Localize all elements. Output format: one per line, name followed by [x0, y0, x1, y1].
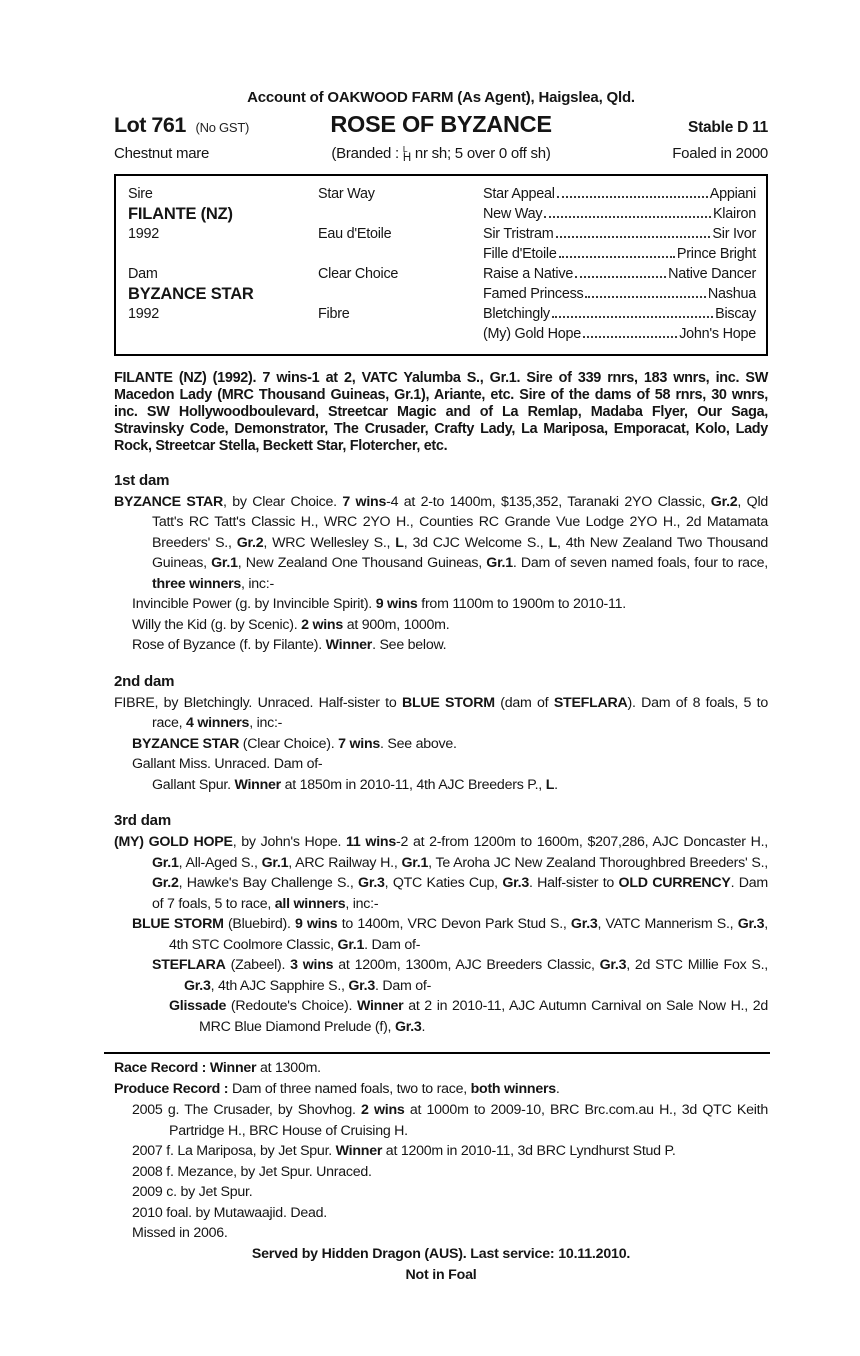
produce-entry	[114, 1182, 768, 1203]
bold-text: L	[548, 534, 557, 551]
dam-section-3	[114, 812, 768, 1037]
plain-text: , 4th New Zealand Two Thousand Guineas,	[152, 534, 768, 571]
pedigree-ancestor-row	[483, 304, 756, 324]
plain-text: . Dam of seven named foals, four to race,	[512, 555, 768, 571]
plain-text: Willy the Kid (g. by Scenic).	[132, 616, 302, 633]
brand-top-letter: L	[402, 144, 408, 154]
bold-text: Winner	[356, 998, 404, 1014]
pedigree-role-label: Sire	[128, 185, 153, 202]
bold-text: Gr.3	[599, 957, 627, 973]
bold-text: 4 winners	[185, 715, 250, 731]
produce-entries	[114, 1100, 768, 1244]
plain-text: , by John's Hope.	[232, 834, 347, 850]
plain-text: 2005 g. The Crusader, by Shovhog.	[132, 1102, 361, 1118]
foal-status: Not in Foal	[405, 1266, 477, 1283]
foaled-year: Foaled in 2000	[672, 145, 769, 162]
bold-text: Gr.3	[348, 977, 375, 994]
plain-text: Missed in 2006.	[132, 1225, 228, 1241]
plain-text: , VATC Mannerism S.,	[597, 916, 738, 932]
leader-dots	[544, 216, 711, 218]
plain-text: at 1850m in 2010-11, 4th AJC Breeders P.,	[280, 776, 546, 793]
produce-entry	[114, 1162, 768, 1183]
ancestor-sire-name: Native Dancer	[668, 265, 756, 282]
pedigree-paragraph	[114, 996, 768, 1037]
pedigree-parent-name: Eau d'Etoile	[318, 225, 392, 242]
ancestor-sire-name: Sir Ivor	[712, 225, 756, 242]
pedigree-paragraph	[114, 914, 768, 955]
plain-text: ). Dam of 8 foals, 5 to race,	[152, 694, 768, 731]
plain-text: , ARC Railway H.,	[288, 854, 402, 871]
bold-text: Produce Record :	[114, 1081, 232, 1097]
bold-text: Winner	[325, 637, 373, 653]
bold-text: BLUE STORM	[132, 916, 224, 932]
plain-text: -2 at 2-from 1200m to 1600m, $207,286, AJC Doncaster H.,	[395, 834, 769, 850]
bold-text: BLUE STORM	[401, 694, 495, 711]
bold-text: 7 wins	[342, 493, 387, 510]
plain-text: FIBRE, by Bletchingly. Unraced. Half-sister to	[114, 694, 402, 711]
bold-text: Winner	[335, 1143, 383, 1159]
gst-note: (No GST)	[195, 119, 250, 135]
pedigree-ancestors-column	[483, 264, 756, 344]
sire-name: FILANTE (NZ)	[128, 204, 233, 223]
plain-text: , inc:-	[249, 715, 283, 731]
plain-text: (Clear Choice).	[239, 735, 339, 752]
bold-text: 3 wins	[290, 957, 334, 973]
produce-entry	[114, 1100, 768, 1141]
plain-text: Gallant Miss. Unraced. Dam of-	[132, 756, 323, 772]
dam-sections	[114, 472, 768, 1038]
plain-text: Rose of Byzance (f. by Filante).	[132, 637, 326, 653]
plain-text: (Redoute's Choice).	[226, 998, 357, 1014]
ancestor-sire-name: Prince Bright	[676, 245, 756, 262]
plain-text: (dam of	[494, 694, 554, 711]
served-line: Served by Hidden Dragon (AUS). Last service: 10.11.2010.	[251, 1245, 631, 1262]
leader-dots	[585, 296, 705, 298]
pedigree-ancestor-row	[483, 264, 756, 284]
leader-dots	[583, 336, 677, 338]
pedigree-paragraph	[114, 492, 768, 595]
pedigree-ancestors-column	[483, 184, 756, 264]
race-record-line	[114, 1058, 768, 1079]
bold-text: 7 wins	[338, 735, 381, 752]
pedigree-role-label: Dam	[128, 265, 158, 282]
produce-entry	[114, 1141, 768, 1162]
plain-text: , Te Aroha JC New Zealand Thoroughbred Breeders' S.,	[428, 854, 768, 871]
dam-name: BYZANCE STAR	[128, 284, 254, 303]
produce-entry	[114, 1203, 768, 1224]
ancestor-name: Raise a Native	[483, 265, 574, 282]
bold-text: STEFLARA	[553, 694, 628, 711]
pedigree-ancestor-row	[483, 324, 756, 344]
plain-text: (Zabeel).	[225, 957, 291, 973]
bold-text: L	[545, 776, 555, 793]
plain-text: Dam of three named foals, two to race,	[231, 1081, 471, 1097]
bold-text: Gr.1	[261, 854, 289, 871]
plain-text: . See below.	[372, 637, 447, 653]
plain-text: .	[421, 1018, 426, 1035]
pedigree-parent-name: Star Way	[318, 185, 375, 202]
leader-dots	[556, 236, 711, 238]
bold-text: (MY) GOLD HOPE	[114, 834, 233, 850]
plain-text: , WRC Wellesley S.,	[263, 534, 396, 551]
produce-entry	[114, 1223, 768, 1244]
bold-text: L	[395, 534, 404, 551]
bold-text: Gr.2	[236, 534, 264, 551]
dam-section-2	[114, 673, 768, 796]
plain-text: 2010 foal. by Mutawaajid. Dead.	[132, 1204, 327, 1221]
ancestor-sire-name: Appiani	[709, 185, 756, 202]
plain-text: at 2 in 2010-11, AJC Autumn Carnival on Sale Now H., 2d MRC Blue Diamond Prelude (f),	[199, 998, 768, 1035]
ancestor-name: (My) Gold Hope	[483, 325, 582, 342]
pedigree-parent-name: Fibre	[318, 305, 350, 322]
plain-text: , inc:-	[241, 575, 274, 592]
brand-line	[331, 144, 550, 165]
bold-text: Gr.1	[401, 854, 429, 871]
pedigree-parent-name: Clear Choice	[318, 265, 399, 282]
plain-text: at 1200m, 1300m, AJC Breeders Classic,	[333, 957, 600, 973]
bold-text: BYZANCE STAR	[132, 735, 240, 752]
plain-text: . Dam of-	[364, 936, 421, 953]
bold-text: three winners	[152, 575, 241, 592]
plain-text: at 1300m.	[256, 1060, 321, 1076]
plain-text: , 2d STC Millie Fox S.,	[626, 957, 769, 973]
ancestor-sire-name: Biscay	[715, 305, 756, 322]
bold-text: Gr.2	[710, 493, 738, 510]
plain-text: at 900m, 1000m.	[343, 616, 450, 633]
plain-text: . Half-sister to	[528, 875, 619, 891]
pedigree-paragraph	[114, 594, 768, 615]
plain-text: (Bluebird).	[223, 916, 295, 932]
lot-title-row	[114, 110, 769, 139]
pedigree-identity-column	[128, 184, 318, 264]
bold-text: OLD CURRENCY	[618, 875, 731, 891]
pedigree-ancestor-row	[483, 224, 756, 244]
section-heading: 3rd dam	[114, 812, 171, 829]
foaling-year: 1992	[128, 225, 160, 242]
ancestor-sire-name: Klairon	[712, 205, 756, 222]
pedigree-paragraph	[114, 734, 768, 755]
plain-text: to 1400m, VRC Devon Park Stud S.,	[337, 916, 571, 932]
ancestor-name: Sir Tristram	[483, 225, 554, 242]
plain-text: . Dam of-	[375, 977, 432, 994]
sire-summary: FILANTE (NZ) (1992). 7 wins-1 at 2, VATC Yalumba S., Gr.1. Sire of 339 rnrs, 183 wnrs, inc. SW Macedon Lady (MRC Thousand Guineas, Gr.1), Ariante, etc. Sire of the dams of 58 rnrs, 30 wnrs, inc. SW Hollywoodboulevard, Streetcar Magic and of La Remlap, Madaba Flyer, Our Saga, Stravinsky Code, Demonstrator, The Crusader, Crafty Lady, La Mariposa, Emporacat, Kolo, Lady Rock, Streetcar Stella, Beckett Star, Flotercher, etc.	[114, 369, 768, 454]
bold-text: Gr.1	[337, 936, 365, 953]
bold-text: 9 wins	[375, 596, 418, 612]
section-heading: 2nd dam	[114, 672, 175, 690]
bold-text: Gr.3	[502, 875, 529, 891]
bold-text: Gr.3	[737, 916, 765, 932]
plain-text: 2009 c. by Jet Spur.	[132, 1184, 253, 1200]
plain-text: from 1100m to 1900m to 2010-11.	[417, 596, 626, 612]
pedigree-ancestor-row	[483, 184, 756, 204]
brand-bottom-letter: H	[402, 152, 411, 164]
ancestor-name: Famed Princess	[483, 285, 584, 302]
bold-text: 11 wins	[346, 834, 396, 850]
bold-text: 2 wins	[301, 616, 343, 633]
pedigree-paragraph	[114, 754, 768, 775]
plain-text: , 4th STC Coolmore Classic,	[169, 916, 768, 953]
bold-text: Winner	[234, 776, 281, 793]
foaling-year: 1992	[128, 305, 160, 322]
pedigree-paragraph	[114, 955, 768, 996]
bold-text: 9 wins	[294, 916, 338, 932]
pedigree-paragraph	[114, 832, 768, 914]
pedigree-box	[114, 174, 768, 356]
sire-block	[128, 184, 756, 264]
bold-text: Gr.3	[394, 1018, 422, 1035]
bold-text: Gr.3	[570, 916, 598, 932]
bold-text: 2 wins	[361, 1102, 405, 1118]
plain-text: Invincible Power (g. by Invincible Spirit).	[132, 596, 376, 612]
bold-text: Gr.3	[358, 875, 385, 891]
bold-text: both winners	[470, 1081, 556, 1097]
ancestor-sire-name: John's Hope	[679, 325, 756, 342]
plain-text: , New Zealand One Thousand Guineas,	[237, 555, 487, 571]
pedigree-parents-column	[318, 184, 483, 264]
bold-text: STEFLARA	[152, 957, 226, 973]
pedigree-identity-column	[128, 264, 318, 344]
branded-suffix: nr sh; 5 over 0 off sh)	[410, 145, 551, 162]
plain-text: , Qld Tatt's RC Tatt's Classic H., WRC 2YO H., Counties RC Grande Vue Lodge 2YO H., 2d Matamata Breeders' S.,	[152, 493, 768, 551]
ancestor-name: Bletchingly	[483, 305, 550, 322]
dam-section-1	[114, 472, 768, 656]
bold-text: Gr.1	[152, 854, 179, 871]
plain-text: Gallant Spur.	[152, 776, 235, 793]
bold-text: Race Record : Winner	[114, 1060, 257, 1076]
dam-block	[128, 264, 756, 344]
brand-mark	[403, 146, 411, 164]
section-heading: 1st dam	[114, 471, 170, 489]
pedigree-paragraph	[114, 635, 768, 656]
pedigree-ancestor-row	[483, 244, 756, 264]
bold-text: BYZANCE STAR	[114, 493, 223, 510]
pedigree-parents-column	[318, 264, 483, 344]
plain-text: . See above.	[380, 735, 457, 752]
plain-text: , by Clear Choice.	[222, 493, 343, 510]
plain-text: 2008 f. Mezance, by Jet Spur. Unraced.	[132, 1163, 372, 1180]
pedigree-paragraph	[114, 693, 768, 734]
leader-dots	[559, 256, 675, 258]
plain-text: , 3d CJC Welcome S.,	[403, 534, 549, 551]
pedigree-ancestor-row	[483, 284, 756, 304]
leader-dots	[552, 316, 713, 318]
ancestor-name: Star Appeal	[483, 185, 555, 202]
ancestor-name: New Way	[483, 205, 543, 222]
lot-number: Lot 761	[114, 112, 186, 137]
bold-text: Gr.1	[486, 555, 513, 571]
plain-text: , inc:-	[345, 895, 379, 912]
plain-text: , QTC Katies Cup,	[384, 875, 503, 891]
bold-text: Gr.1	[211, 555, 238, 571]
plain-text: at 1200m in 2010-11, 3d BRC Lyndhurst Stud P.	[382, 1143, 676, 1159]
plain-text: . Dam of 7 foals, 5 to race,	[152, 875, 768, 912]
plain-text: , Hawke's Bay Challenge S.,	[178, 875, 359, 891]
plain-text: 2007 f. La Mariposa, by Jet Spur.	[132, 1143, 336, 1159]
produce-record-line	[114, 1079, 768, 1100]
ancestor-name: Fille d'Etoile	[483, 245, 557, 262]
pedigree-ancestor-row	[483, 204, 756, 224]
bold-text: Glissade	[169, 998, 227, 1014]
horse-name: ROSE OF BYZANCE	[330, 110, 552, 137]
lot-left	[114, 112, 330, 139]
description-row	[114, 144, 768, 165]
plain-text: .	[555, 1081, 560, 1097]
bold-text: Gr.3	[184, 977, 211, 994]
leader-dots	[557, 196, 708, 198]
plain-text: -4 at 2-to 1400m, $135,352, Taranaki 2YO Classic,	[386, 493, 711, 510]
plain-text: at 1000m to 2009-10, BRC Brc.com.au H., 3d QTC Keith Partridge H., BRC House of Cruising H.	[169, 1102, 768, 1139]
pedigree-paragraph	[114, 775, 768, 796]
ancestor-sire-name: Nashua	[707, 285, 756, 302]
plain-text: , All-Aged S.,	[178, 854, 262, 871]
plain-text: .	[554, 776, 558, 793]
plain-text: , 4th AJC Sapphire S.,	[210, 977, 349, 994]
pedigree-paragraph	[114, 615, 768, 636]
account-line: Account of OAKWOOD FARM (As Agent), Haigslea, Qld.	[247, 89, 635, 106]
bold-text: Gr.2	[152, 875, 179, 891]
branded-prefix: (Branded :	[331, 145, 403, 162]
record-divider	[104, 1052, 770, 1054]
bold-text: all winners	[274, 895, 346, 912]
horse-description: Chestnut mare	[114, 145, 210, 162]
stable-number: Stable D 11	[688, 118, 769, 136]
leader-dots	[575, 276, 666, 278]
